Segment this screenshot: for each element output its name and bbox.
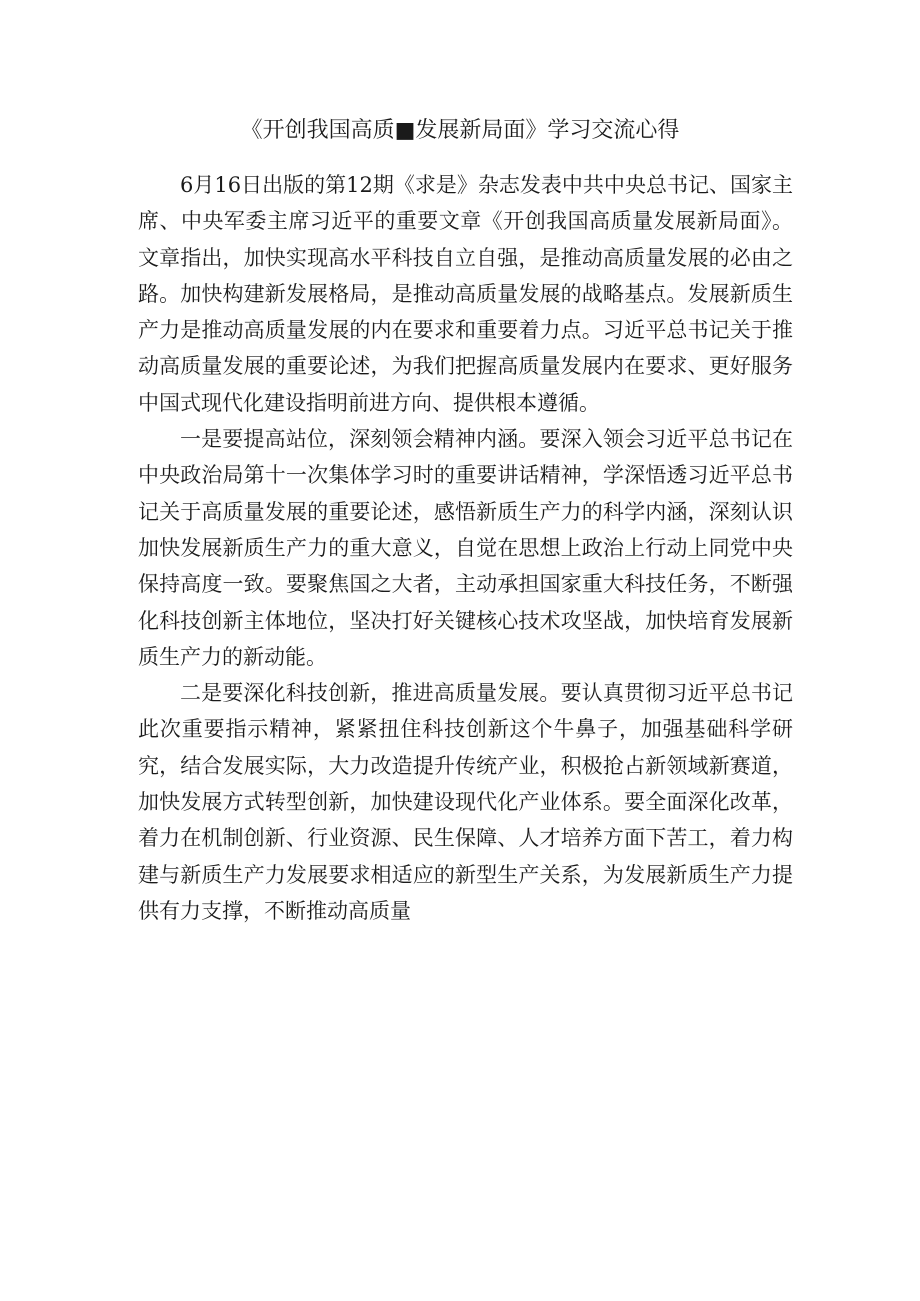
paragraph-point-one: 一是要提高站位，深刻领会精神内涵。要深入领会习近平总书记在中央政治局第十一次集体学习时的重要讲话精神，学深悟透习近平总书记关于高质量发展的重要论述，感悟新质生产力的科学内涵，深刻认识加快发展新质生产力的重大意义，自觉在思想上政治上行动上同党中央保持高度一致。要聚焦国之大者，主动承担国家重大科技任务，不断强化科技创新主体地位，坚决打好关键核心技术攻坚战，加快培育发展新质生产力的新动能。 (138, 427, 793, 669)
paragraph-intro: 6月16日出版的第12期《求是》杂志发表中共中央总书记、国家主席、中央军委主席习近平的重要文章《开创我国高质量发展新局面》。文章指出，加快实现高水平科技自立自强，是推动高质量发展的必由之路。加快构建新发展格局，是推动高质量发展的战略基点。发展新质生产力是推动高质量发展的内在要求和重要着力点。习近平总书记关于推动高质量发展的重要论述，为我们把握高质量发展内在要求、更好服务中国式现代化建设指明前进方向、提供根本遵循。 (138, 173, 793, 415)
paragraph-point-two: 二是要深化科技创新，推进高质量发展。要认真贯彻习近平总书记此次重要指示精神，紧紧扭住科技创新这个牛鼻子，加强基础科学研究，结合发展实际，大力改造提升传统产业，积极抢占新领域新赛道，加快发展方式转型创新，加快建设现代化产业体系。要全面深化改革，着力在机制创新、行业资源、民生保障、人才培养方面下苦工，着力构建与新质生产力发展要求相适应的新型生产关系，为发展新质生产力提供有力支撑，不断推动高质量 (138, 681, 793, 923)
document-title: 《开创我国高质■发展新局面》学习交流心得 (240, 118, 680, 143)
document-body (138, 167, 793, 929)
